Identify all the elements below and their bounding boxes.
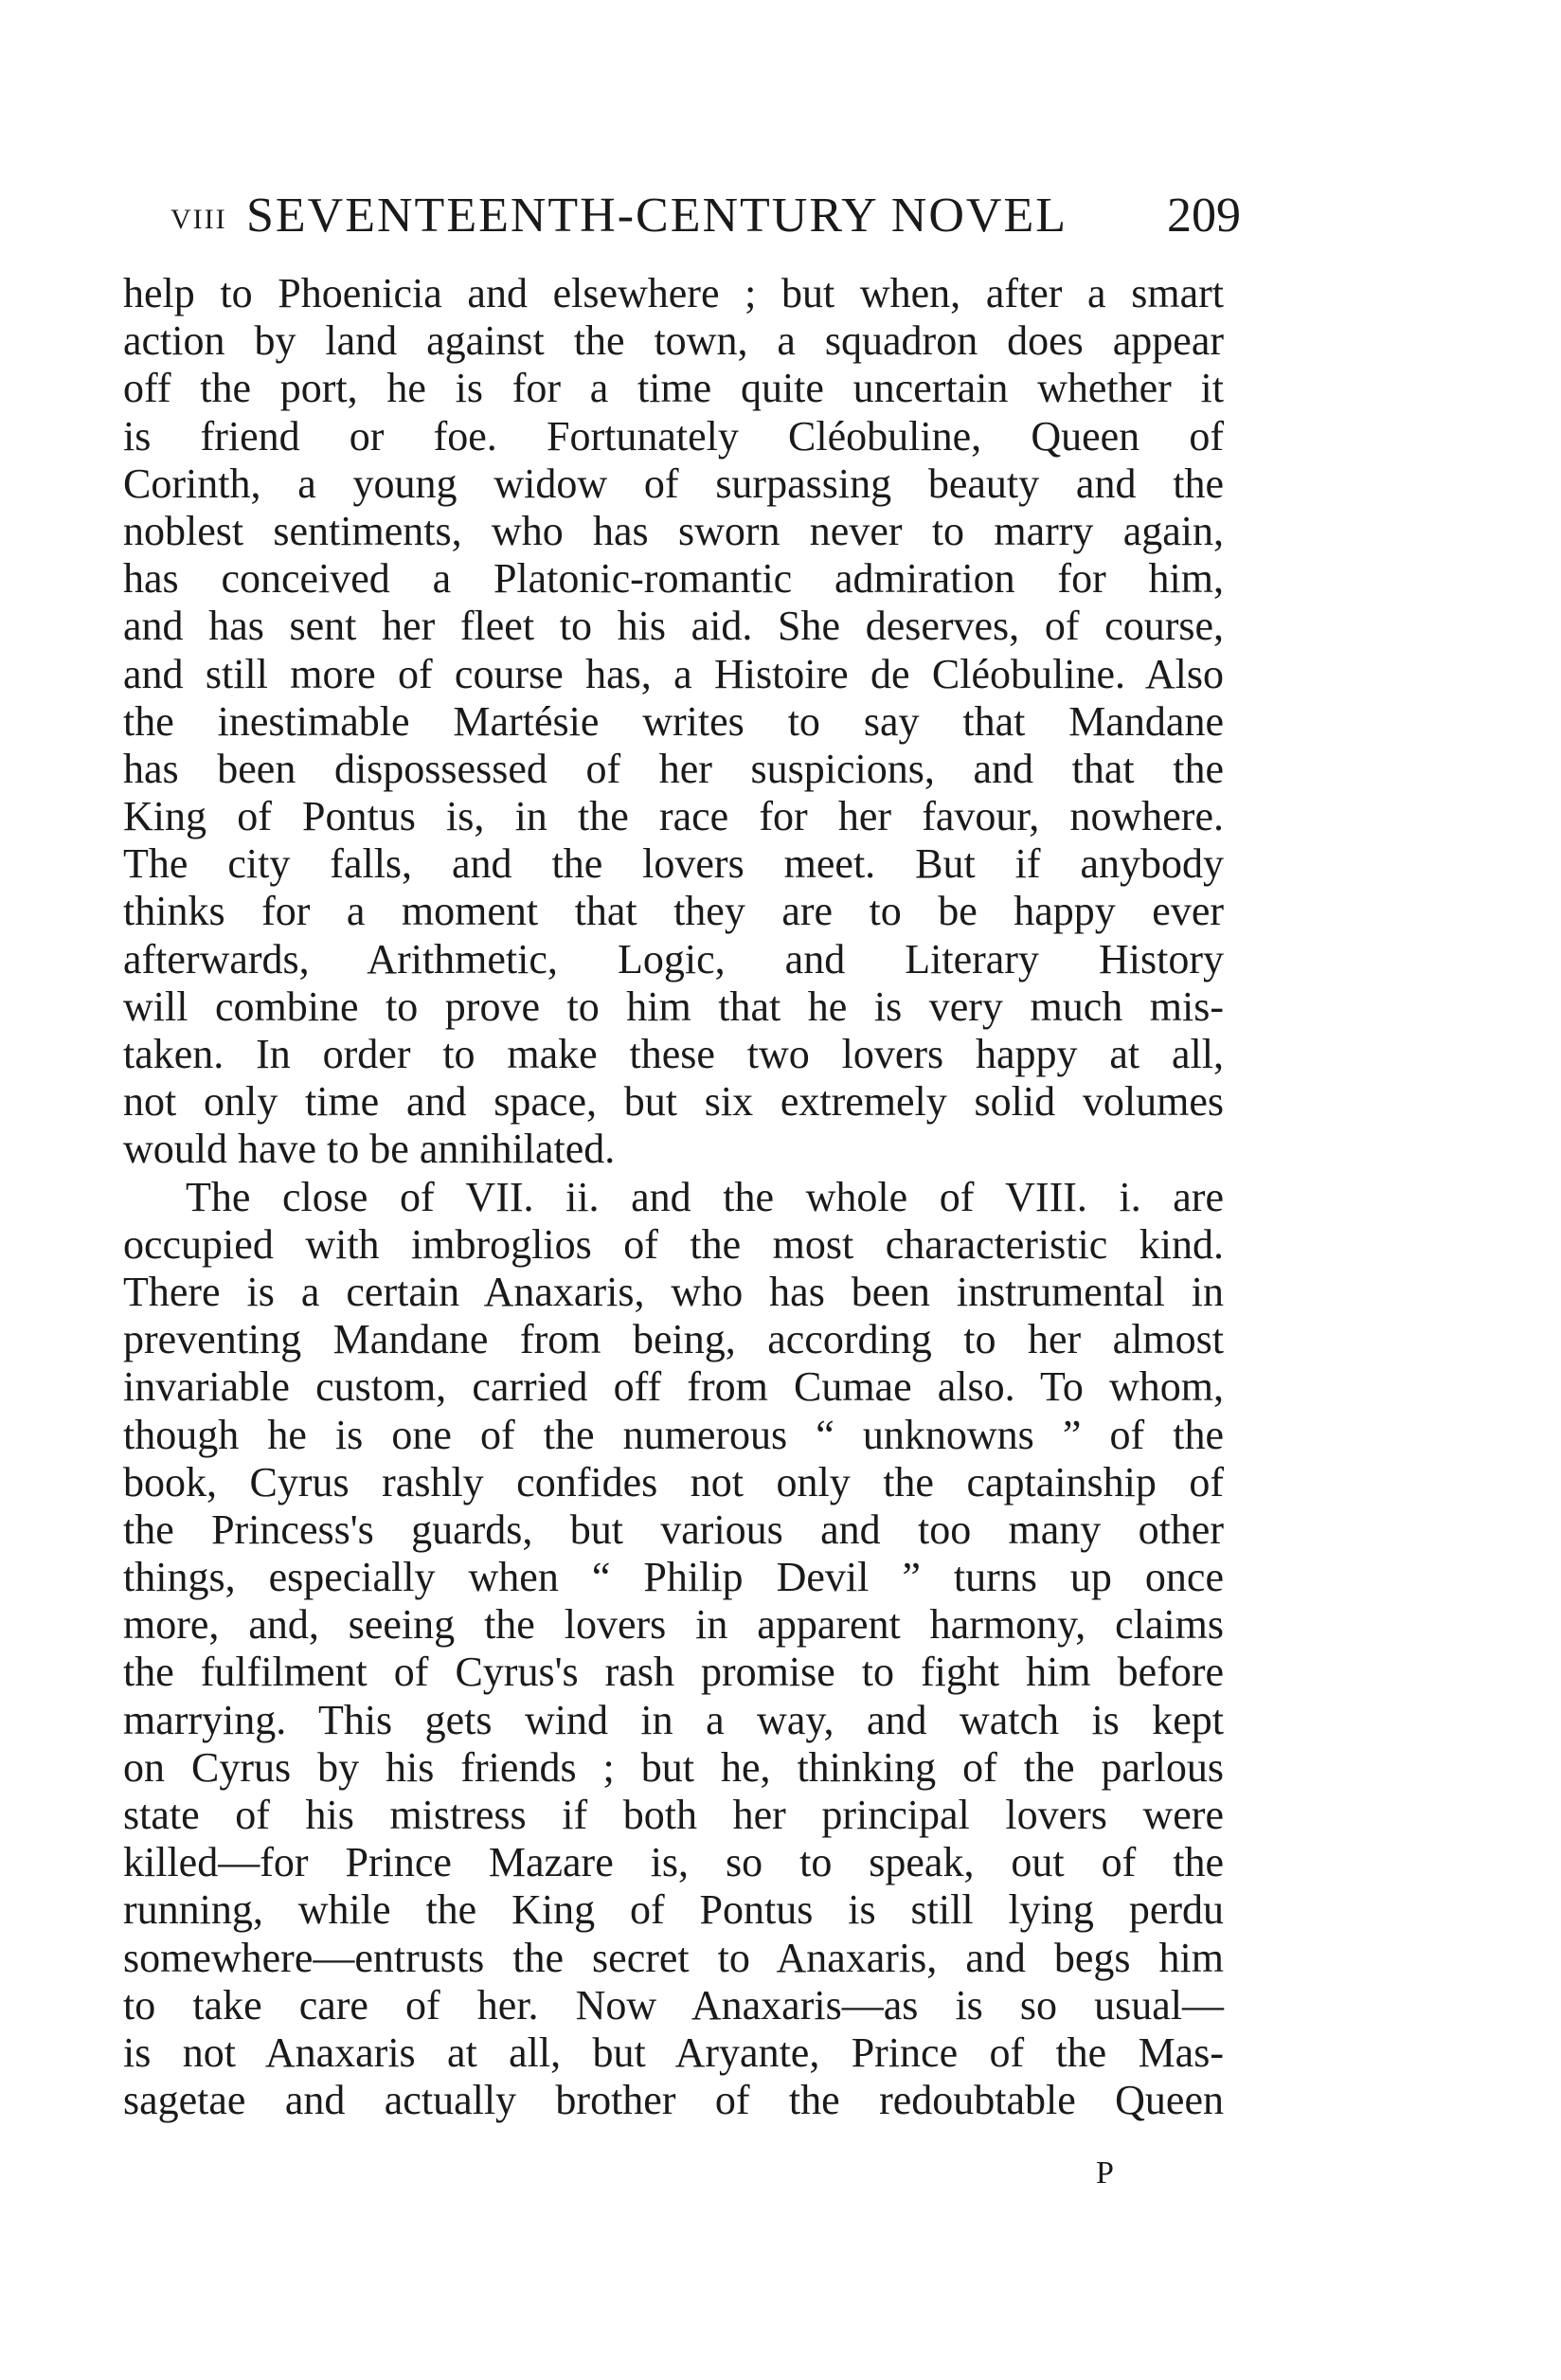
text-line: has been dispossessed of her suspicions, and that the (123, 745, 1224, 792)
signature-mark: P (1096, 2155, 1116, 2191)
text-line: things, especially when “ Philip Devil ” turns up once (123, 1554, 1224, 1601)
text-line: afterwards, Arithmetic, Logic, and Literary History (123, 935, 1224, 983)
text-line: though he is one of the numerous “ unknowns ” of the (123, 1411, 1224, 1458)
text-line: action by land against the town, a squadron does appear (123, 317, 1224, 365)
text-line: invariable custom, carried off from Cumae also. To whom, (123, 1363, 1224, 1411)
text-line: the inestimable Martésie writes to say that Mandane (123, 697, 1224, 745)
text-line: running, while the King of Pontus is still lying perdu (123, 1886, 1224, 1934)
text-line: taken. In order to make these two lovers happy at all, (123, 1031, 1224, 1077)
text-line: somewhere—entrusts the secret to Anaxaris, and begs him (123, 1934, 1224, 1981)
text-line: and still more of course has, a Histoire de Cléobuline. Also (123, 650, 1224, 697)
text-line: the Princess's guards, but various and too many other (123, 1506, 1224, 1553)
text-line: state of his mistress if both her principal lovers were (123, 1792, 1224, 1838)
paragraph (123, 270, 1224, 1174)
text-line: off the port, he is for a time quite uncertain whether it (123, 365, 1224, 412)
text-line: preventing Mandane from being, according to her almost (123, 1316, 1224, 1363)
text-line: noblest sentiments, who has sworn never to marry again, (123, 507, 1224, 554)
text-line: will combine to prove to him that he is very much mis- (123, 983, 1224, 1030)
text-line: marrying. This gets wind in a way, and watch is kept (123, 1696, 1224, 1743)
body-text (123, 270, 1224, 2124)
text-line: There is a certain Anaxaris, who has been instrumental in (123, 1268, 1224, 1315)
text-line: occupied with imbroglios of the most characteristic kind. (123, 1220, 1224, 1268)
running-title: SEVENTEENTH-CENTURY NOVEL (246, 189, 1068, 243)
text-line: Corinth, a young widow of surpassing beauty and the (123, 460, 1224, 507)
text-line: on Cyrus by his friends ; but he, thinking of the parlous (123, 1743, 1224, 1791)
text-line: The city falls, and the lovers meet. But if anybody (123, 840, 1224, 888)
text-line: thinks for a moment that they are to be happy ever (123, 888, 1224, 935)
paragraph (123, 1174, 1224, 2125)
text-line: is friend or foe. Fortunately Cléobuline, Queen of (123, 412, 1224, 460)
text-line: sagetae and actually brother of the redoubtable Queen (123, 2077, 1224, 2124)
text-line: not only time and space, but six extremely solid volumes (123, 1078, 1224, 1126)
text-line: the fulfilment of Cyrus's rash promise to fight him before (123, 1649, 1224, 1696)
text-line: to take care of her. Now Anaxaris—as is so usual— (123, 1981, 1224, 2028)
text-line: The close of VII. ii. and the whole of VIII. i. are (186, 1173, 1224, 1220)
text-line: book, Cyrus rashly confides not only the captainship of (123, 1458, 1224, 1506)
text-line: would have to be annihilated. (123, 1126, 616, 1173)
text-line: more, and, seeing the lovers in apparent harmony, claims (123, 1601, 1224, 1649)
text-line: killed—for Prince Mazare is, so to speak, out of the (123, 1839, 1224, 1886)
chapter-number: VIII (170, 204, 227, 235)
text-line: has conceived a Platonic-romantic admiration for him, (123, 555, 1224, 603)
text-line: help to Phoenicia and elsewhere ; but when, after a smart (123, 270, 1224, 316)
text-line: is not Anaxaris at all, but Aryante, Prince of the Mas- (123, 2028, 1224, 2076)
page-number: 209 (1167, 189, 1241, 243)
text-line: King of Pontus is, in the race for her favour, nowhere. (123, 793, 1224, 840)
running-header (170, 178, 1241, 254)
text-line: and has sent her fleet to his aid. She deserves, of course, (123, 603, 1224, 650)
